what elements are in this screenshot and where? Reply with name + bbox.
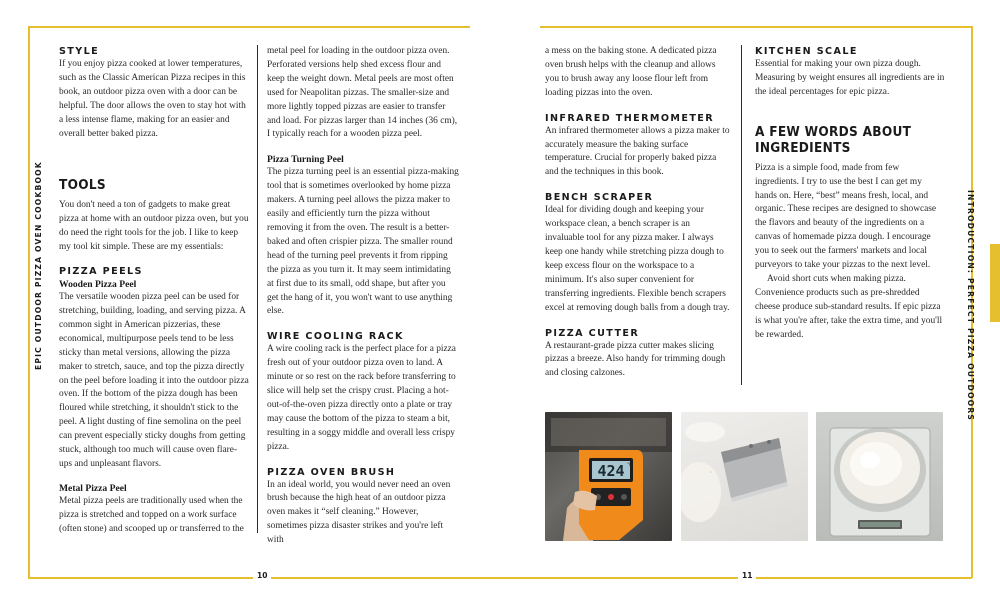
- turning-peel-text: The pizza turning peel is an essential pizza-making tool that is sometimes overlooked by home pizza makers. A turning peel allows the pizza maker to easily and efficiently turn the pizza without removing it from the oven. The result is a better-baked and often crispier pizza. The smaller round head of the turning peel prevents it from ripping the pizza as you turn it. It may seem intimidating at first due to its small, odd shape, but after you get the hang of it, you won't want to use anything else.: [267, 167, 459, 317]
- column-1: [59, 45, 249, 537]
- thermometer-unit: °F: [627, 462, 632, 467]
- tools-text: You don't need a ton of gadgets to make great pizza at home with an outdoor pizza oven, but you do need the right tools for the job. I like to keep my tool kit simple. These are my essentials:: [59, 200, 249, 253]
- style-text: If you enjoy pizza cooked at lower temperatures, such as the Classic American Pizza recipes in this book, an outdoor pizza oven with a door can be helpful. The door allows the oven to stay hot with a less intense flame, making for an easier and overall better baked pizza.: [59, 59, 246, 139]
- cooling-rack-heading: WIRE COOLING RACK: [267, 331, 404, 343]
- kitchen-scale-heading: KITCHEN SCALE: [755, 46, 858, 57]
- page-edge-tab: [990, 244, 1000, 322]
- column-rule-right: [741, 45, 742, 385]
- metal-peel-text: Metal pizza peels are traditionally used when the pizza is stretched and topped on a work surface (often stone) and scooped up or transferred to the: [59, 495, 244, 534]
- column-3: [545, 45, 731, 381]
- wooden-peel-heading: Wooden Pizza Peel: [59, 279, 137, 291]
- left-side-title: EPIC OUTDOOR PIZZA OVEN COOKBOOK: [34, 161, 43, 370]
- pizza-peels-heading: PIZZA PEELS: [59, 266, 143, 278]
- thermometer-heading: INFRARED THERMOMETER: [545, 112, 715, 124]
- gutter-top: [470, 26, 540, 28]
- oven-brush-continued: a mess on the baking stone. A dedicated pizza oven brush helps with the cleanup and allows you to brush away any loose flour left from loading pizzas into the oven.: [545, 46, 717, 98]
- cooling-rack-text: A wire cooling rack is the perfect place for a pizza fresh out of your outdoor pizza oven to land. A minute or so rest on the rack before transferring to slice will help set the crispy crust. Placing a hot-out-of-the-oven pizza directly onto a plate or tray may cause the bottom of the pizza to steam a bit, resulting in a soggy middle and overall less crispy pizza.: [267, 344, 456, 452]
- column-2: [267, 45, 459, 548]
- style-heading: STYLE: [59, 46, 100, 57]
- pizza-cutter-heading: PIZZA CUTTER: [545, 327, 640, 339]
- column-rule-left: [257, 45, 258, 533]
- metal-peel-continued: metal peel for loading in the outdoor pizza oven. Perforated versions help shed excess flour and keep the weight down. Metal peels are most often used for Neapolitan pizzas. The smaller-size and more lightly topped pizzas are easier to transfer and load. For pizzas larger than 14 inches (36 cm), I typically reach for a wooden pizza peel.: [267, 46, 458, 140]
- oven-brush-text: In an ideal world, you would never need an oven brush because the high heat of an outdoor pizza oven makes it “self cleaning.” However, sometimes pizza disaster strikes and you're left with: [267, 479, 451, 546]
- thermometer-photo: [545, 412, 672, 541]
- ingredients-heading: A FEW WORDS ABOUT INGREDIENTS: [755, 123, 912, 156]
- page-number-right: 11: [738, 571, 756, 580]
- right-side-title: INTRODUCTION: PERFECT PIZZA OUTDOORS: [966, 190, 975, 422]
- bench-scraper-heading: BENCH SCRAPER: [545, 192, 654, 204]
- turning-peel-heading: Pizza Turning Peel: [267, 154, 344, 166]
- ingredients-paragraph-2: Avoid short cuts when making pizza. Convenience products such as pre-shredded cheese produce sub-standard results. If epic pizza is what you're after, take the extra time, and you'll be rewarded.: [755, 273, 943, 340]
- page-number-left: 10: [253, 571, 271, 580]
- bench-scraper-photo: [681, 412, 808, 541]
- oven-brush-heading: PIZZA OVEN BRUSH: [267, 466, 396, 478]
- wooden-peel-text: The versatile wooden pizza peel can be used for stretching, building, loading, and serving pizza. A common sight in American pizzerias, these economical, multipurpose peels tend to be less sticky than metal versions, allowing the pizza maker to stretch, sauce, and top the pizza directly on the peel before loading it into the outdoor pizza oven. If the bottom of the pizza dough has been floured while stretching, it shouldn't stick to the peel. A light dusting of fine semolina on the peel can prevent especially sticky doughs from getting stuck, although too much will cause oven flare-ups and unpleasant flavors.: [59, 292, 249, 469]
- thermometer-illustration: [545, 412, 672, 541]
- frame-left: [28, 26, 30, 578]
- pizza-cutter-text: A restaurant-grade pizza cutter makes slicing pizzas a breeze. Also handy for trimming dough and closing calzones.: [545, 340, 726, 379]
- kitchen-scale-photo: [816, 412, 943, 541]
- kitchen-scale-text: Essential for making your own pizza dough. Measuring by weight ensures all ingredients are in the ideal percentages for epic pizza.: [755, 59, 945, 97]
- bench-scraper-text: Ideal for dividing dough and keeping your workspace clean, a bench scraper is an invaluable tool for any pizza maker. I always keep one handy while stretching pizza dough to keep excess flour on the workspace to a minimum. It's also super convenient for transferring ingredients. Flexible bench scrapers excel at removing dough balls from a dough tray.: [545, 205, 730, 313]
- metal-peel-heading: Metal Pizza Peel: [59, 482, 127, 494]
- kitchen-scale-illustration: [816, 412, 943, 541]
- frame-bottom: [28, 577, 972, 579]
- column-4: [755, 45, 945, 343]
- bench-scraper-illustration: [681, 412, 808, 541]
- tools-heading: TOOLS: [59, 177, 106, 194]
- ingredients-paragraph-1: Pizza is a simple food, made from few ingredients. I try to use the best I can get my hands on. Here, “best” means fresh, local, and organic. These recipes are designed to showcase the flavors and beauty of the ingredients on a canvas of homemade pizza dough. I encourage you to seek out the farmers' markets and local purveyors to take your pizzas to the next level.: [755, 162, 937, 271]
- thermometer-reading: 424: [597, 462, 625, 480]
- thermometer-text: An infrared thermometer allows a pizza maker to accurately measure the baking surface temperature. Crucial for properly baked pizza and the techniques in this book.: [545, 125, 730, 178]
